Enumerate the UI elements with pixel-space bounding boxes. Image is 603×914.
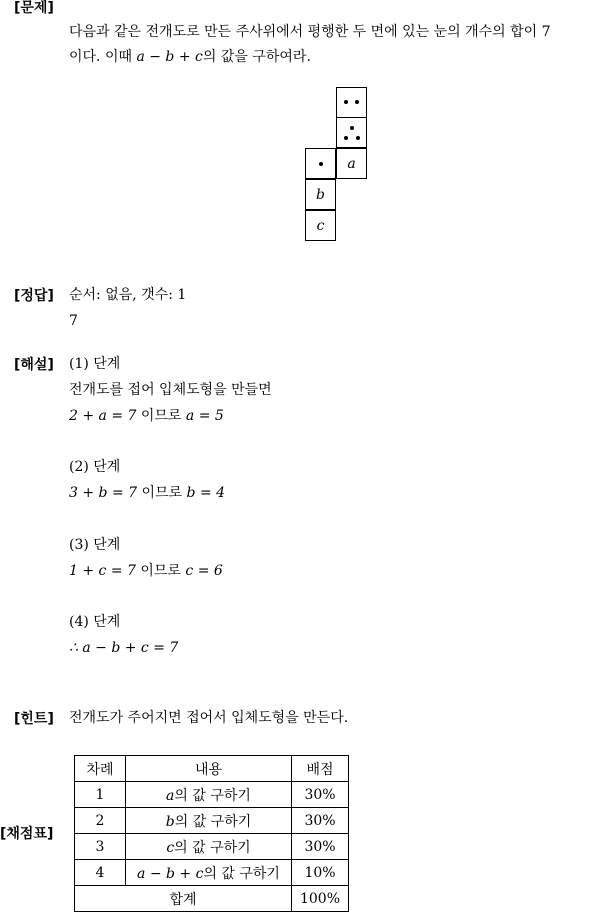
answer-line2: 7 xyxy=(69,313,78,329)
table-row xyxy=(75,782,349,808)
step2-equation xyxy=(69,483,225,503)
row-content xyxy=(126,834,292,860)
step2-eq-result: b = 4 xyxy=(186,485,226,501)
row-score: 30% xyxy=(292,782,349,808)
problem-line2-suffix: 의 값을 구하여라. xyxy=(202,49,311,65)
header-order: 차례 xyxy=(75,756,126,782)
net-face-b xyxy=(305,179,336,210)
pip xyxy=(319,162,323,166)
net-face-three xyxy=(336,117,367,148)
row-order: 3 xyxy=(75,834,126,860)
step3-eq-result: c = 6 xyxy=(185,563,223,579)
row-order: 2 xyxy=(75,808,126,834)
row-content xyxy=(126,860,292,886)
step3-equation xyxy=(69,561,223,581)
row-content-math: a − b + c xyxy=(137,865,204,882)
row-order: 4 xyxy=(75,860,126,886)
step3-eq: 1 + c = 7 xyxy=(69,563,136,579)
table-row xyxy=(75,808,349,834)
answer-line1: 순서: 없음, 갯수: 1 xyxy=(69,287,187,303)
row-content-text: 의 값 구하기 xyxy=(203,865,280,882)
hint-text: 전개도가 주어지면 접어서 입체도형을 만든다. xyxy=(69,710,349,726)
hint-label: [힌트] xyxy=(14,711,54,727)
pip xyxy=(344,100,348,104)
row-content xyxy=(126,782,292,808)
table-header-row xyxy=(75,756,349,782)
header-content: 내용 xyxy=(126,756,292,782)
pip xyxy=(344,136,348,140)
row-score: 30% xyxy=(292,834,349,860)
step4-title: (4) 단계 xyxy=(69,614,121,630)
net-face-c xyxy=(305,210,336,241)
scoring-label: [채점표] xyxy=(0,826,54,842)
net-face-c-label: c xyxy=(316,217,325,234)
step1-equation xyxy=(69,406,224,426)
solution-label: [해설] xyxy=(14,357,54,373)
row-order: 1 xyxy=(75,782,126,808)
row-content-math: b xyxy=(165,813,175,830)
step2-title: (2) 단계 xyxy=(69,459,121,475)
step1-text: 전개도를 접어 입체도형을 만들면 xyxy=(69,382,272,398)
row-content-math: a xyxy=(166,787,175,804)
row-score: 10% xyxy=(292,860,349,886)
step1-eq: 2 + a = 7 xyxy=(69,408,137,424)
net-face-one xyxy=(305,148,336,179)
problem-line2-math: a − b + c xyxy=(136,49,203,65)
net-face-a xyxy=(336,148,367,179)
step2-eq: 3 + b = 7 xyxy=(69,485,138,501)
row-content-text: 의 값 구하기 xyxy=(174,787,251,804)
row-content-text: 의 값 구하기 xyxy=(174,813,252,830)
header-score: 배점 xyxy=(292,756,349,782)
problem-text-line2 xyxy=(69,47,311,67)
pip xyxy=(350,126,354,130)
step4-eq: ∴ a − b + c = 7 xyxy=(69,640,179,656)
problem-text-line1: 다음과 같은 전개도로 만든 주사위에서 평행한 두 면에 있는 눈의 개수의 합이 7 xyxy=(69,24,551,40)
table-row xyxy=(75,860,349,886)
net-face-b-label: b xyxy=(316,186,325,203)
row-score: 30% xyxy=(292,808,349,834)
row-content-math: c xyxy=(166,839,175,856)
table-row xyxy=(75,834,349,860)
net-face-two xyxy=(336,87,367,118)
step1-eq-result: a = 5 xyxy=(185,408,224,424)
row-content xyxy=(126,808,292,834)
table-total-row xyxy=(75,886,349,912)
scoring-table xyxy=(74,755,349,912)
step4-equation xyxy=(69,638,178,658)
step1-eq-mid: 이므로 xyxy=(136,408,186,424)
total-label: 합계 xyxy=(75,886,292,912)
step3-eq-mid: 이므로 xyxy=(135,563,186,579)
row-content-text: 의 값 구하기 xyxy=(174,839,251,856)
pip xyxy=(355,100,359,104)
problem-line2-prefix: 이다. 이때 xyxy=(69,49,137,65)
total-score: 100% xyxy=(292,886,349,912)
pip xyxy=(356,136,360,140)
problem-label: [문제] xyxy=(14,0,54,16)
answer-label: [정답] xyxy=(14,288,54,304)
step3-title: (3) 단계 xyxy=(69,537,121,553)
step2-eq-mid: 이므로 xyxy=(137,485,187,501)
net-face-a-label: a xyxy=(347,155,356,172)
step1-title: (1) 단계 xyxy=(69,356,121,372)
